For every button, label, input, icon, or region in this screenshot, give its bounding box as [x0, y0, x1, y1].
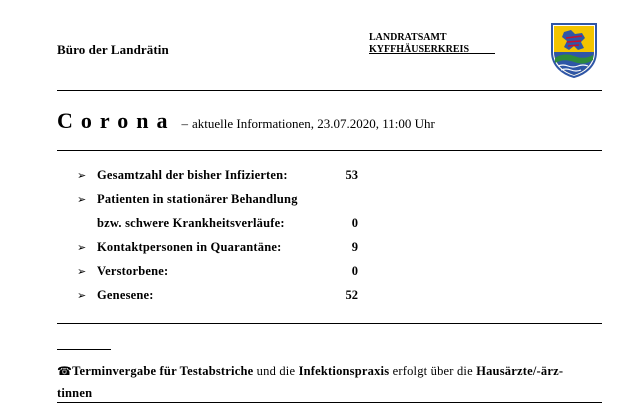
stat-row-deceased [77, 264, 168, 279]
stat-label: Kontaktpersonen in Quarantäne: [97, 240, 282, 254]
title-word: Corona [57, 108, 176, 133]
footer-bold-doctors: Hausärzte/-ärz- [476, 364, 564, 378]
header-rule [57, 90, 602, 91]
stat-value: 53 [345, 168, 358, 182]
stat-label: Verstorbene: [97, 264, 169, 278]
stat-row-severe [77, 216, 285, 231]
stat-label: bzw. schwere Krankheitsverläufe: [97, 216, 285, 230]
bullet-arrow-icon: ➢ [77, 169, 87, 182]
phone-icon: ☎ [57, 364, 73, 378]
bullet-arrow-icon: ➢ [77, 241, 87, 254]
bullet-arrow-icon: ➢ [77, 289, 87, 302]
bullet-arrow-icon: ➢ [77, 193, 87, 206]
stat-value: 0 [351, 216, 358, 230]
stat-label: Genesene: [97, 288, 154, 302]
org-line-2: KYFFHÄUSERKREIS [369, 44, 470, 55]
stat-value: 0 [351, 264, 358, 278]
title-rule [57, 150, 602, 151]
footnote-rule [57, 349, 111, 350]
office-name: Büro der Landrätin [57, 42, 169, 57]
org-line-1: LANDRATSAMT [369, 32, 447, 43]
footer-bold-practice: Infektionspraxis [298, 364, 390, 378]
title-subtitle: aktuelle Informationen, 23.07.2020, 11:00 Uhr [192, 116, 435, 131]
bullet-arrow-icon: ➢ [77, 265, 87, 278]
footer-note: ☎Terminvergabe für Testabstriche und die Infektionspraxis erfolgt über die Hausärzte/-ärz- tinnen [57, 364, 564, 400]
stat-label: Patienten in stationärer Behandlung [97, 192, 298, 206]
footer-bold-doctors-cont: tinnen [57, 386, 93, 400]
coat-of-arms-icon [549, 22, 599, 78]
footer-rule [57, 402, 602, 403]
stat-label: Gesamtzahl der bisher Infizierten: [97, 168, 288, 182]
org-underline [369, 53, 495, 54]
stats-rule [57, 323, 602, 324]
stat-value: 52 [345, 288, 358, 302]
stat-row-infected [77, 168, 288, 183]
stat-row-contacts [77, 240, 282, 255]
footer-bold-testing: Terminvergabe für Testabstriche [72, 364, 254, 378]
stat-value: 9 [351, 240, 358, 254]
title-dash: – [181, 116, 188, 131]
headline [57, 108, 435, 134]
stat-row-hospitalized [77, 192, 298, 207]
stat-row-recovered [77, 288, 154, 303]
